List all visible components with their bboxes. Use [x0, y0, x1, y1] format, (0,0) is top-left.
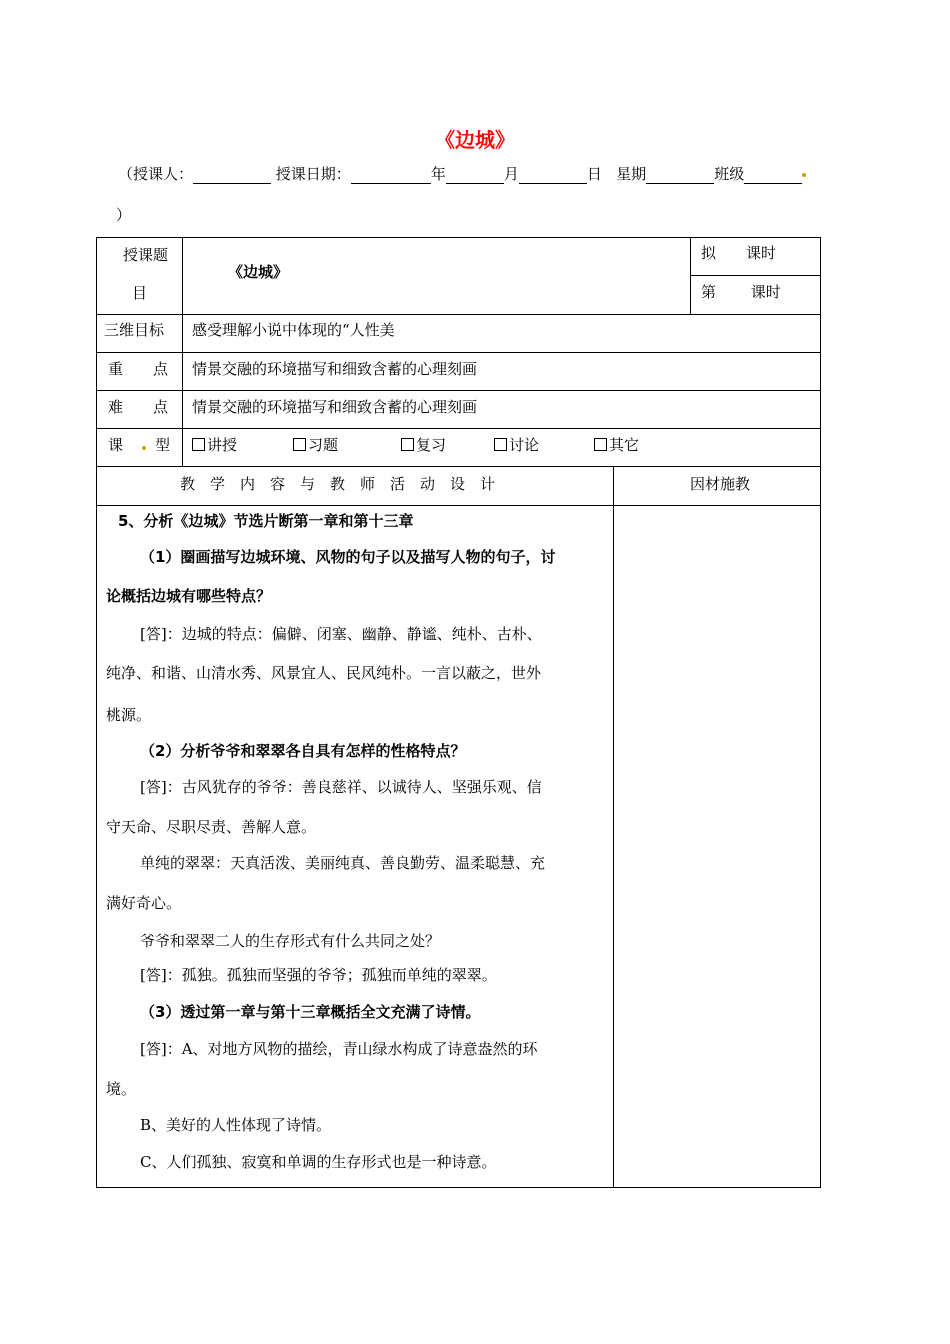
content-line: 5、分析《边城》节选片断第一章和第十三章	[118, 512, 414, 530]
decorative-dot	[802, 173, 806, 177]
info-close-paren: ）	[116, 206, 132, 224]
content-line: [答]：A、对地方风物的描绘，青山绿水构成了诗意盎然的环	[140, 1040, 538, 1058]
content-line: 纯净、和谐、山清水秀、风景宜人、民风纯朴。一言以蔽之，世外	[106, 664, 542, 682]
teacher-label: （授课人：	[118, 165, 194, 183]
weekday-label: 星期	[616, 165, 647, 183]
type-option-other[interactable]: 其它	[594, 434, 639, 455]
content-line: [答]：古风犹存的爷爷：善良慈祥、以诚待人、坚强乐观、信	[140, 778, 542, 796]
type-label-2: 型	[155, 436, 171, 454]
checkbox-icon[interactable]	[401, 438, 414, 451]
document-title: 《边城》	[435, 128, 515, 152]
hours-column-divider	[690, 237, 691, 314]
table-top-border	[96, 237, 821, 238]
type-option-discussion[interactable]: 讨论	[494, 434, 539, 455]
row-divider-3	[96, 390, 821, 391]
table-left-border	[96, 237, 97, 1188]
content-line: 境。	[106, 1080, 137, 1098]
key-points-label: 重 点	[108, 360, 169, 378]
content-line: 满好奇心。	[106, 894, 182, 912]
key-points-value: 情景交融的环境描写和细致含蓄的心理刻画	[192, 360, 478, 378]
design-header: 教 学 内 容 与 教 师 活 动 设 计	[180, 475, 496, 493]
row-divider-4	[96, 428, 821, 429]
planned-hours-label: 拟 课时	[701, 244, 777, 262]
month-blank	[446, 167, 504, 184]
type-label-1: 课	[108, 436, 124, 454]
goal-label: 三维目标	[104, 321, 165, 339]
type-option-lecture[interactable]: 讲授	[192, 434, 237, 455]
date-label: 授课日期：	[275, 165, 351, 183]
year-label: 年	[430, 165, 446, 183]
decorative-dot	[142, 446, 146, 450]
content-line: [答]：孤独。孤独而坚强的爷爷；孤独而单纯的翠翠。	[140, 966, 497, 984]
content-line: 爷爷和翠翠二人的生存形式有什么共同之处？	[140, 932, 441, 950]
year-blank	[351, 167, 431, 184]
type-option-exercise[interactable]: 习题	[293, 434, 338, 455]
row-divider-5	[96, 466, 821, 467]
day-blank	[519, 167, 587, 184]
teacher-blank	[193, 167, 271, 184]
content-line: C、人们孤独、寂寞和单调的生存形式也是一种诗意。	[140, 1153, 497, 1171]
row-divider-6	[96, 505, 821, 506]
row-divider-1	[96, 314, 821, 315]
checkbox-icon[interactable]	[192, 438, 205, 451]
checkbox-icon[interactable]	[594, 438, 607, 451]
content-line: 论概括边城有哪些特点？	[106, 587, 272, 605]
content-line: 单纯的翠翠：天真活泼、美丽纯真、善良勤劳、温柔聪慧、充	[140, 854, 546, 872]
class-label: 班级	[714, 165, 745, 183]
lesson-info-line	[118, 163, 806, 184]
month-label: 月	[503, 165, 519, 183]
row-divider-2	[96, 352, 821, 353]
content-line: 守天命、尽职尽责、善解人意。	[106, 818, 317, 836]
table-bottom-border	[96, 1187, 821, 1188]
day-label: 日	[586, 165, 602, 183]
content-line: （2）分析爷爷和翠翠各自具有怎样的性格特点？	[140, 742, 466, 760]
checkbox-icon[interactable]	[494, 438, 507, 451]
topic-label-line2: 目	[132, 284, 148, 302]
content-line: B、美好的人性体现了诗情。	[140, 1116, 332, 1134]
content-line: （1）圈画描写边城环境、风物的句子以及描写人物的句子，讨	[140, 548, 556, 566]
topic-value: 《边城》	[228, 263, 289, 281]
weekday-blank	[646, 167, 714, 184]
type-option-review[interactable]: 复习	[401, 434, 446, 455]
label-column-divider	[182, 237, 183, 466]
actual-hours-label: 第 课时	[701, 283, 781, 301]
content-line: 桃源。	[106, 706, 152, 724]
adapt-column-divider	[613, 466, 614, 1188]
content-line: [答]：边城的特点：偏僻、闭塞、幽静、静谧、纯朴、古朴、	[140, 625, 542, 643]
difficult-points-value: 情景交融的环境描写和细致含蓄的心理刻画	[192, 398, 478, 416]
topic-label-line1: 授课题	[123, 246, 169, 264]
adapt-header: 因材施教	[690, 475, 751, 493]
content-line: （3）透过第一章与第十三章概括全文充满了诗情。	[140, 1003, 481, 1021]
class-blank	[744, 167, 802, 184]
hours-divider	[690, 275, 821, 276]
checkbox-icon[interactable]	[293, 438, 306, 451]
difficult-points-label: 难 点	[108, 398, 169, 416]
table-right-border	[820, 237, 821, 1188]
goal-value: 感受理解小说中体现的“人性美	[192, 321, 395, 339]
